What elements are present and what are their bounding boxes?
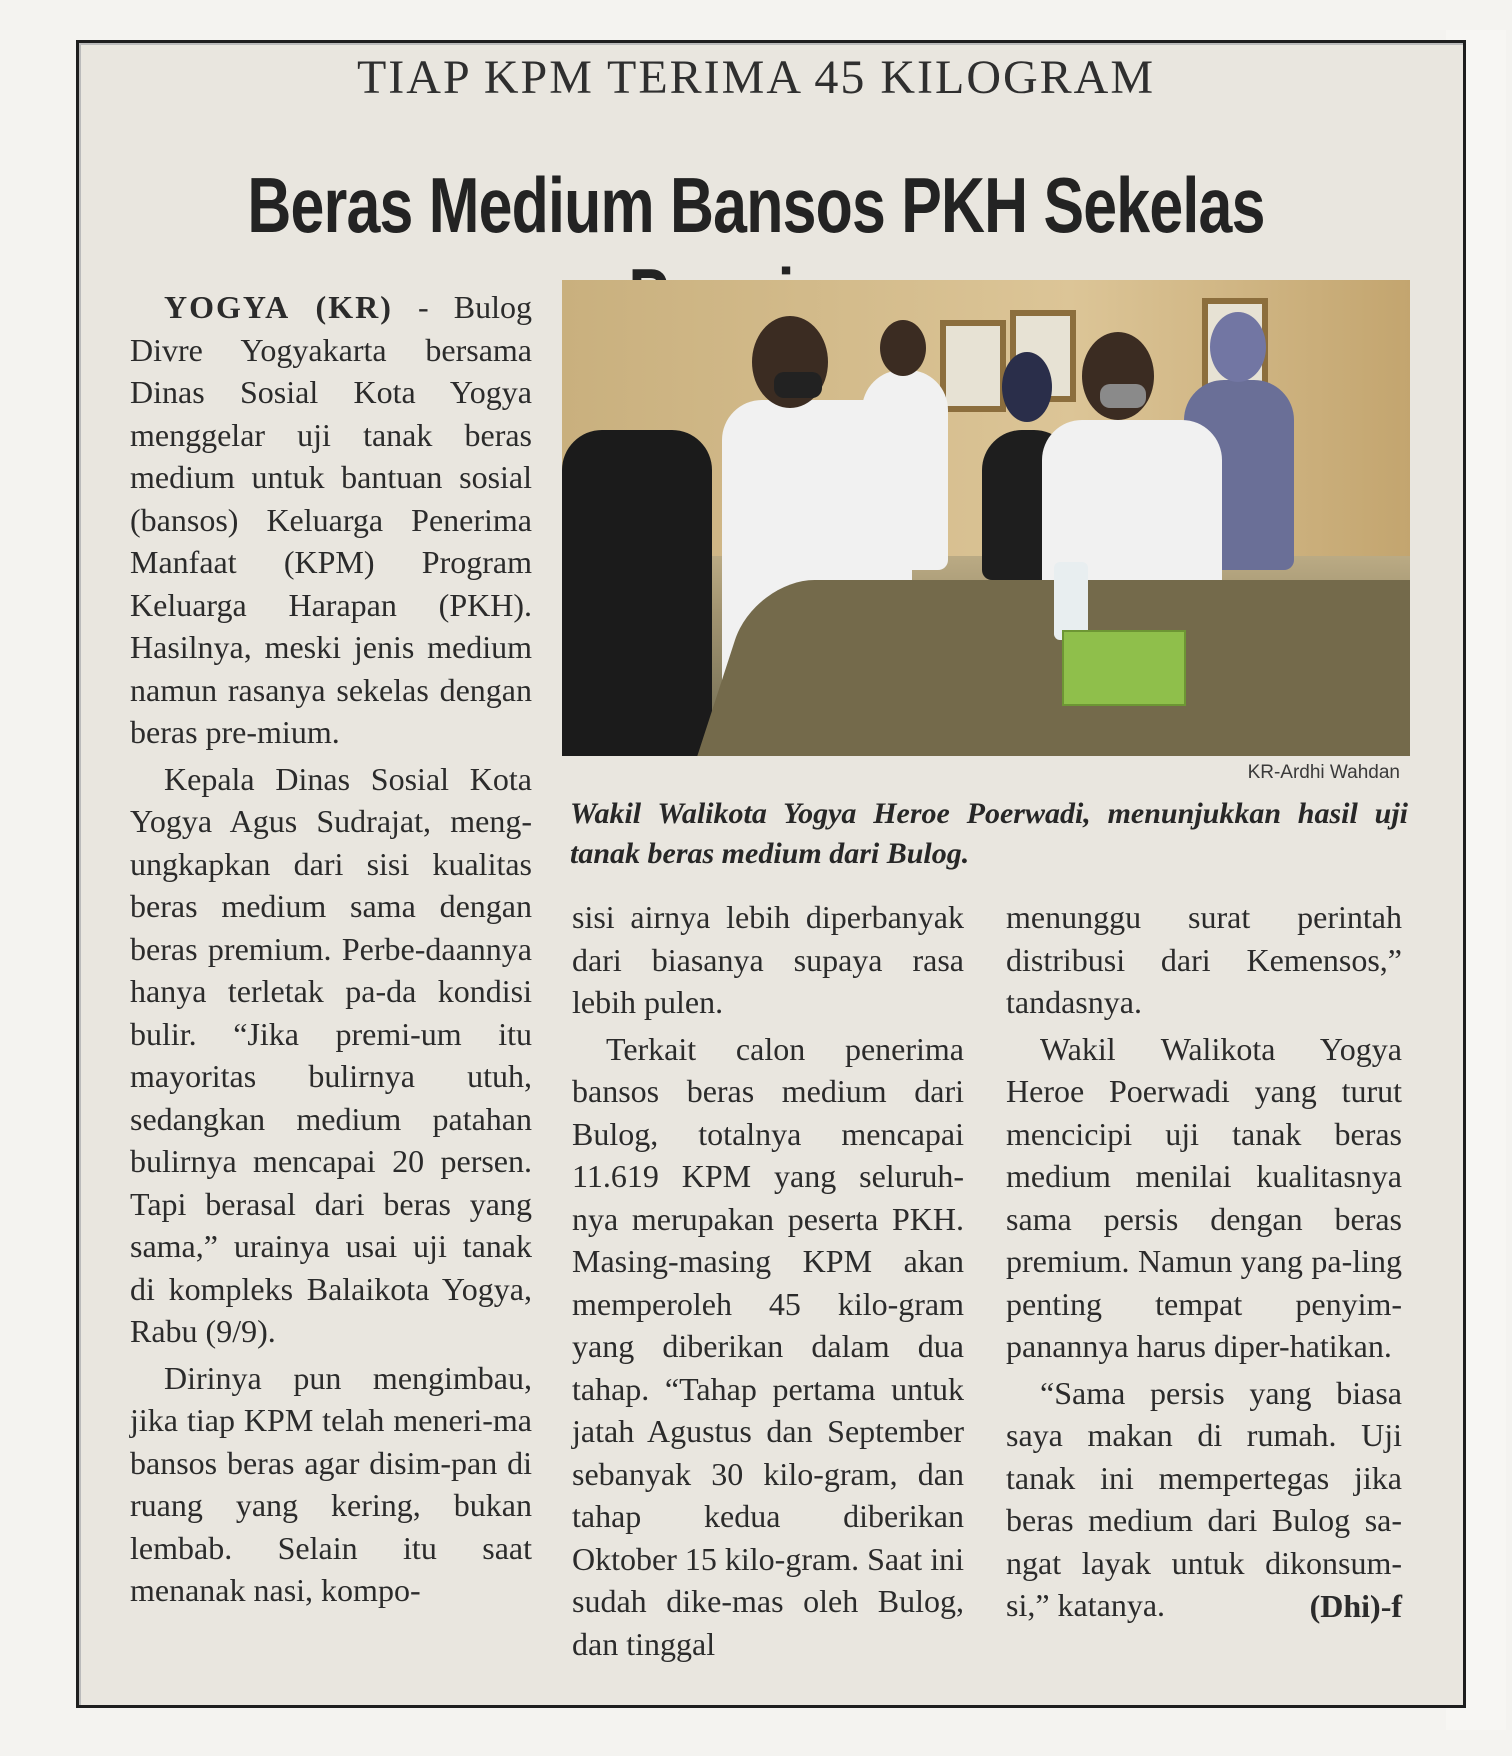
face-mask bbox=[1100, 384, 1146, 408]
paragraph: Kepala Dinas Sosial Kota Yogya Agus Sudrajat, meng-ungkapkan dari sisi kualitas beras medium sama dengan beras premium. Perbe-daannya hanya terletak pa-da kondisi bulir. “Jika premi-um itu mayoritas bulirnya utuh, sedangkan medium patahan bulirnya mencapai 20 persen. Tapi berasal dari beras yang sama,” urainya usai uji tanak di kompleks Balaikota Yogya, Rabu (9/9). bbox=[130, 760, 532, 1349]
paragraph: “Sama persis yang biasa saya makan di rumah. Uji tanak ini mempertegas jika beras medium dari Bulog sa-ngat layak untuk dikonsum-si,” katanya. bbox=[1006, 1374, 1402, 1623]
author-signoff: (Dhi)-f bbox=[1309, 1587, 1402, 1624]
article-column-3 bbox=[1006, 896, 1402, 1627]
person-head bbox=[1002, 352, 1052, 422]
portrait-frame bbox=[940, 320, 1006, 412]
photo-credit: KR-Ardhi Wahdan bbox=[1247, 762, 1400, 783]
news-photo bbox=[562, 280, 1410, 756]
tissue-box bbox=[1062, 630, 1186, 706]
paragraph: menunggu surat perintah distribusi dari Kemensos,” tandasnya. bbox=[1006, 899, 1402, 1020]
kicker: TIAP KPM TERIMA 45 KILOGRAM bbox=[356, 51, 1156, 104]
dateline: YOGYA (KR) bbox=[164, 289, 393, 325]
face-mask bbox=[774, 372, 822, 398]
person-head bbox=[880, 320, 926, 376]
paragraph: Dirinya pun mengimbau, jika tiap KPM telah meneri-ma bansos beras agar disim-pan di ruang yang kering, bukan lembab. Selain itu saat menanak nasi, kompo- bbox=[130, 1359, 532, 1608]
paragraph: - Bulog Divre Yogyakarta bersama Dinas Sosial Kota Yogya menggelar uji tanak beras medium untuk bantuan sosial (bansos) Keluarga Penerima Manfaat (KPM) Program Keluarga Harapan (PKH). Hasilnya, meski jenis medium namun rasanya sekelas dengan beras pre-mium. bbox=[130, 289, 533, 750]
paragraph: sisi airnya lebih diperbanyak dari biasanya supaya rasa lebih pulen. bbox=[572, 899, 964, 1020]
meeting-table bbox=[690, 580, 1410, 756]
person-head bbox=[1210, 312, 1266, 382]
paragraph: Terkait calon penerima bansos beras medium dari Bulog, totalnya mencapai 11.619 KPM yang seluruh-nya merupakan peserta PKH. Masing-masing KPM akan memperoleh 45 kilo-gram yang diberikan dalam dua tahap. “Tahap pertama untuk jatah Agustus dan September sebanyak 30 kilo-gram, dan tahap kedua diberikan Oktober 15 kilo-gram. Saat ini sudah dike-mas oleh Bulog, dan tinggal bbox=[572, 1030, 964, 1662]
headline: Beras Medium Bansos PKH Sekelas bbox=[247, 161, 1265, 249]
paragraph: Wakil Walikota Yogya Heroe Poerwadi yang turut mencicipi uji tanak beras medium menilai kualitasnya sama persis dengan beras premium. Namun yang pa-ling penting tempat penyim-panannya harus diper-hatikan. bbox=[1006, 1030, 1402, 1364]
photo-caption: Wakil Walikota Yogya Heroe Poerwadi, menunjukkan hasil uji tanak beras medium dari Bulog. bbox=[570, 797, 1408, 870]
bottle bbox=[1054, 562, 1088, 640]
article-column-1 bbox=[130, 286, 532, 1612]
office-chair bbox=[562, 430, 712, 756]
article-column-2 bbox=[572, 896, 964, 1665]
